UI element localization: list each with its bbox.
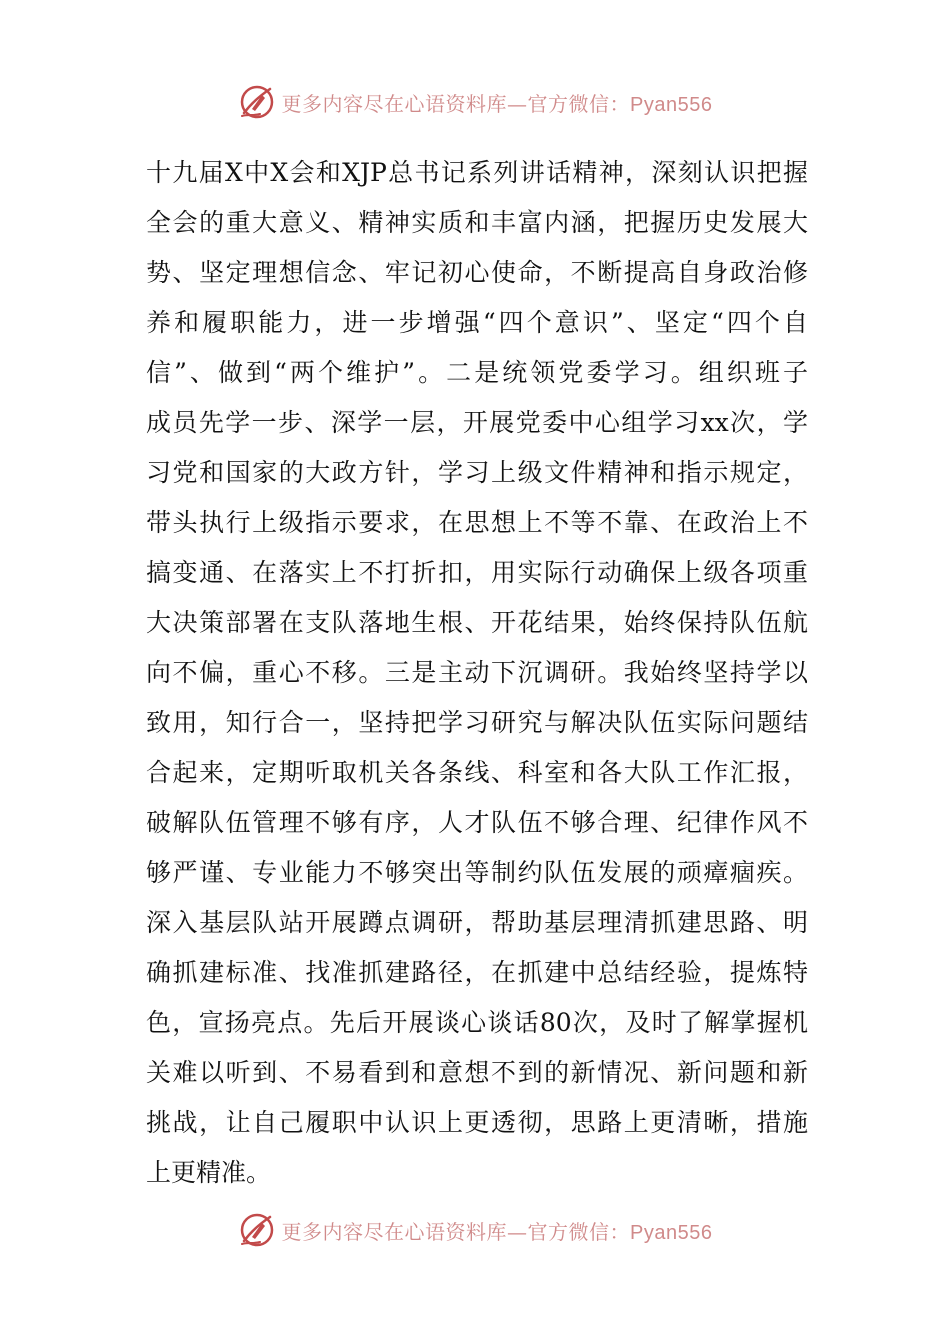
- body-line-10: 大决策部署在支队落地生根、开花结果，始终保持队伍航: [146, 608, 808, 637]
- body-line-2: 全会的重大意义、精神实质和丰富内涵，把握历史发展大: [146, 208, 808, 237]
- header-banner-text: [282, 88, 713, 117]
- header-wechat-id: Pyan556: [630, 93, 713, 116]
- body-paragraph: [146, 148, 808, 1198]
- body-line-18: 色，宣扬亮点。先后开展谈心谈话80次，及时了解掌握机: [146, 1008, 808, 1037]
- body-line-5: 信”、做到“两个维护”。二是统领党委学习。组织班子: [146, 358, 808, 387]
- body-line-6: 成员先学一步、深学一层，开展党委中心组学习xx次，学: [146, 408, 808, 437]
- body-line-21: 上更精准。: [146, 1158, 272, 1187]
- body-line-20: 挑战，让自己履职中认识上更透彻，思路上更清晰，措施: [146, 1108, 808, 1137]
- body-line-9: 搞变通、在落实上不打折扣，用实际行动确保上级各项重: [146, 558, 808, 587]
- footer-banner-text: [282, 1216, 713, 1245]
- pen-circle-logo-icon: [238, 83, 276, 121]
- body-line-11: 向不偏，重心不移。三是主动下沉调研。我始终坚持学以: [146, 658, 808, 687]
- body-line-15: 够严谨、专业能力不够突出等制约队伍发展的顽瘴痼疾。: [146, 858, 808, 887]
- body-line-8: 带头执行上级指示要求，在思想上不等不靠、在政治上不: [146, 508, 808, 537]
- body-line-7: 习党和国家的大政方针，学习上级文件精神和指示规定，: [146, 458, 808, 487]
- header-banner: [0, 82, 950, 122]
- body-line-14: 破解队伍管理不够有序，人才队伍不够合理、纪律作风不: [146, 808, 808, 837]
- body-line-19: 关难以听到、不易看到和意想不到的新情况、新问题和新: [146, 1058, 808, 1087]
- pen-circle-logo-icon: [238, 1211, 276, 1249]
- body-line-16: 深入基层队站开展蹲点调研，帮助基层理清抓建思路、明: [146, 908, 808, 937]
- body-line-1: 十九届X中X会和XJP总书记系列讲话精神，深刻认识把握: [146, 158, 808, 187]
- body-line-12: 致用，知行合一，坚持把学习研究与解决队伍实际问题结: [146, 708, 808, 737]
- body-line-4: 养和履职能力，进一步增强“四个意识”、坚定“四个自: [146, 308, 808, 337]
- footer-banner: [0, 1210, 950, 1250]
- footer-banner-label: 更多内容尽在心语资料库—官方微信：: [281, 1219, 631, 1244]
- header-banner-label: 更多内容尽在心语资料库—官方微信：: [281, 91, 631, 116]
- body-line-13: 合起来，定期听取机关各条线、科室和各大队工作汇报，: [146, 758, 808, 787]
- body-line-3: 势、坚定理想信念、牢记初心使命，不断提高自身政治修: [146, 258, 808, 287]
- body-line-17: 确抓建标准、找准抓建路径，在抓建中总结经验，提炼特: [146, 958, 808, 987]
- footer-wechat-id: Pyan556: [630, 1221, 713, 1244]
